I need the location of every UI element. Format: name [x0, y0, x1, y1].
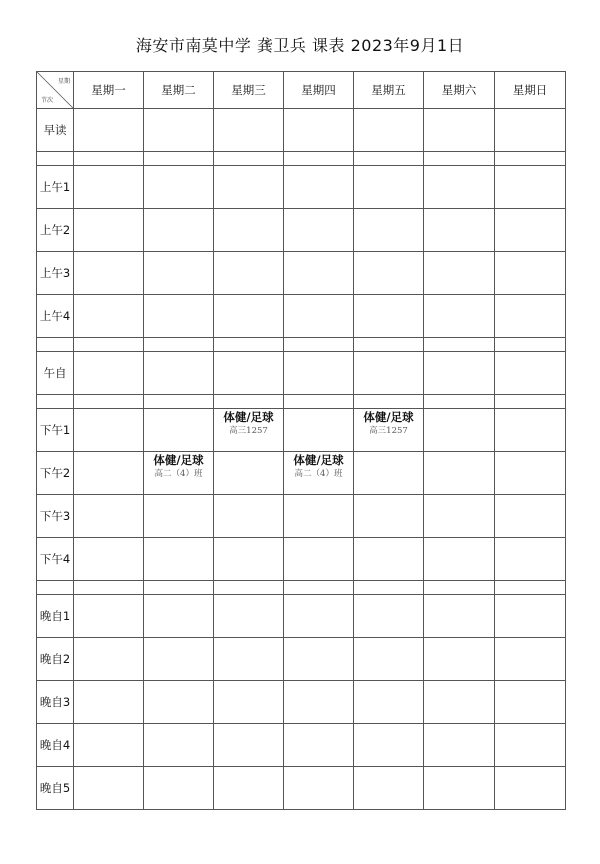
schedule-cell: [284, 452, 354, 495]
schedule-cell: [495, 638, 566, 681]
schedule-cell: [144, 252, 214, 295]
separator-cell: [424, 152, 495, 166]
separator-cell: [214, 581, 284, 595]
course-class: 高二（4）班: [154, 468, 203, 479]
schedule-cell: [424, 495, 495, 538]
separator-cell: [354, 395, 424, 409]
corner-day-label: 星期: [57, 78, 70, 85]
schedule-cell: [354, 109, 424, 152]
schedule-cell: [495, 495, 566, 538]
day-header-tue: 星期二: [144, 72, 214, 109]
course-subject: 体健/足球: [223, 409, 274, 424]
schedule-cell: [354, 409, 424, 452]
period-row: [37, 295, 566, 338]
period-label: 晚自5: [37, 767, 74, 810]
period-label: 晚自3: [37, 681, 74, 724]
corner-cell: [37, 72, 74, 109]
schedule-cell: [354, 295, 424, 338]
schedule-cell: [354, 209, 424, 252]
schedule-cell: [74, 681, 144, 724]
period-row: [37, 109, 566, 152]
schedule-cell: [284, 109, 354, 152]
separator-cell: [37, 581, 74, 595]
period-row: [37, 595, 566, 638]
separator-cell: [284, 581, 354, 595]
schedule-cell: [74, 209, 144, 252]
schedule-cell: [214, 352, 284, 395]
schedule-cell: [144, 495, 214, 538]
schedule-cell: [214, 452, 284, 495]
separator-cell: [354, 152, 424, 166]
schedule-cell: [74, 109, 144, 152]
schedule-cell: [214, 638, 284, 681]
schedule-cell: [424, 295, 495, 338]
period-row: [37, 538, 566, 581]
schedule-cell: [495, 352, 566, 395]
schedule-cell: [74, 352, 144, 395]
schedule-cell: [214, 724, 284, 767]
separator-row: [37, 152, 566, 166]
period-row: [37, 252, 566, 295]
period-label: 下午3: [37, 495, 74, 538]
period-label: 上午2: [37, 209, 74, 252]
schedule-cell: [144, 409, 214, 452]
schedule-cell: [424, 409, 495, 452]
schedule-cell: [144, 595, 214, 638]
schedule-cell: [495, 295, 566, 338]
separator-cell: [424, 338, 495, 352]
schedule-cell: [354, 538, 424, 581]
schedule-cell: [424, 638, 495, 681]
corner-period-label: 节次: [41, 97, 54, 104]
schedule-cell: [74, 495, 144, 538]
schedule-cell: [214, 538, 284, 581]
schedule-cell: [284, 767, 354, 810]
separator-cell: [354, 581, 424, 595]
schedule-cell: [284, 166, 354, 209]
schedule-cell: [424, 724, 495, 767]
separator-cell: [74, 338, 144, 352]
schedule-cell: [424, 352, 495, 395]
period-label: 下午4: [37, 538, 74, 581]
period-label: 晚自2: [37, 638, 74, 681]
schedule-cell: [424, 452, 495, 495]
schedule-cell: [354, 724, 424, 767]
period-label: 晚自4: [37, 724, 74, 767]
schedule-cell: [214, 252, 284, 295]
schedule-cell: [424, 595, 495, 638]
separator-cell: [354, 338, 424, 352]
separator-cell: [214, 395, 284, 409]
separator-cell: [495, 338, 566, 352]
schedule-cell: [144, 538, 214, 581]
period-label: 下午2: [37, 452, 74, 495]
period-row: [37, 495, 566, 538]
schedule-cell: [495, 109, 566, 152]
schedule-cell: [214, 109, 284, 152]
schedule-cell: [74, 409, 144, 452]
separator-cell: [424, 395, 495, 409]
schedule-cell: [284, 209, 354, 252]
schedule-cell: [284, 252, 354, 295]
schedule-cell: [424, 252, 495, 295]
period-label: 午自: [37, 352, 74, 395]
day-header-mon: 星期一: [74, 72, 144, 109]
schedule-cell: [74, 638, 144, 681]
schedule-cell: [495, 595, 566, 638]
separator-cell: [37, 152, 74, 166]
schedule-cell: [214, 166, 284, 209]
schedule-cell: [284, 724, 354, 767]
schedule-cell: [284, 295, 354, 338]
schedule-cell: [495, 209, 566, 252]
schedule-cell: [284, 352, 354, 395]
schedule-cell: [424, 166, 495, 209]
schedule-cell: [144, 109, 214, 152]
schedule-cell: [284, 681, 354, 724]
period-label: 上午3: [37, 252, 74, 295]
schedule-cell: [74, 595, 144, 638]
schedule-cell: [284, 638, 354, 681]
schedule-cell: [495, 538, 566, 581]
page-title: 海安市南莫中学 龚卫兵 课表 2023年9月1日: [135, 36, 465, 55]
schedule-cell: [214, 595, 284, 638]
schedule-cell: [214, 495, 284, 538]
schedule-cell: [74, 724, 144, 767]
separator-row: [37, 581, 566, 595]
schedule-cell: [354, 767, 424, 810]
separator-cell: [284, 395, 354, 409]
separator-cell: [495, 152, 566, 166]
schedule-cell: [424, 109, 495, 152]
schedule-cell: [144, 767, 214, 810]
schedule-cell: [354, 452, 424, 495]
period-row: [37, 452, 566, 495]
schedule-cell: [74, 295, 144, 338]
schedule-cell: [144, 166, 214, 209]
schedule-cell: [495, 724, 566, 767]
separator-cell: [495, 581, 566, 595]
period-label: 下午1: [37, 409, 74, 452]
schedule-cell: [354, 352, 424, 395]
separator-cell: [424, 581, 495, 595]
course-subject: 体健/足球: [293, 452, 344, 467]
schedule-cell: [354, 166, 424, 209]
schedule-cell: [424, 681, 495, 724]
schedule-cell: [214, 295, 284, 338]
schedule-cell: [74, 166, 144, 209]
schedule-cell: [495, 452, 566, 495]
schedule-cell: [354, 252, 424, 295]
schedule-cell: [354, 638, 424, 681]
separator-cell: [214, 152, 284, 166]
schedule-cell: [214, 767, 284, 810]
period-label: 上午4: [37, 295, 74, 338]
day-header-fri: 星期五: [354, 72, 424, 109]
schedule-cell: [495, 252, 566, 295]
day-header-sun: 星期日: [495, 72, 566, 109]
separator-cell: [74, 395, 144, 409]
schedule-cell: [495, 681, 566, 724]
schedule-cell: [284, 538, 354, 581]
schedule-cell: [354, 681, 424, 724]
schedule-cell: [495, 767, 566, 810]
course-class: 高三1257: [369, 425, 408, 436]
schedule-cell: [495, 166, 566, 209]
schedule-cell: [144, 638, 214, 681]
separator-cell: [144, 395, 214, 409]
separator-cell: [144, 581, 214, 595]
course-class: 高三1257: [229, 425, 268, 436]
schedule-cell: [144, 724, 214, 767]
schedule-cell: [284, 595, 354, 638]
course-class: 高二（4）班: [294, 468, 343, 479]
schedule-cell: [144, 681, 214, 724]
schedule-cell: [74, 767, 144, 810]
schedule-cell: [144, 295, 214, 338]
schedule-cell: [144, 352, 214, 395]
day-header-thu: 星期四: [284, 72, 354, 109]
schedule-cell: [214, 681, 284, 724]
schedule-cell: [284, 495, 354, 538]
timetable: [36, 71, 566, 810]
schedule-cell: [214, 409, 284, 452]
period-label: 晚自1: [37, 595, 74, 638]
schedule-cell: [214, 209, 284, 252]
day-header-wed: 星期三: [214, 72, 284, 109]
schedule-cell: [424, 209, 495, 252]
schedule-cell: [144, 452, 214, 495]
period-row: [37, 166, 566, 209]
schedule-cell: [354, 595, 424, 638]
separator-row: [37, 395, 566, 409]
period-row: [37, 409, 566, 452]
timetable-body: [37, 109, 566, 810]
separator-cell: [284, 152, 354, 166]
period-label: 早读: [37, 109, 74, 152]
period-row: [37, 767, 566, 810]
day-header-sat: 星期六: [424, 72, 495, 109]
separator-cell: [74, 581, 144, 595]
schedule-cell: [74, 252, 144, 295]
course-subject: 体健/足球: [153, 452, 204, 467]
schedule-cell: [284, 409, 354, 452]
separator-cell: [144, 152, 214, 166]
separator-cell: [74, 152, 144, 166]
period-row: [37, 724, 566, 767]
separator-cell: [284, 338, 354, 352]
period-row: [37, 352, 566, 395]
separator-cell: [495, 395, 566, 409]
schedule-cell: [354, 495, 424, 538]
separator-cell: [37, 338, 74, 352]
schedule-cell: [495, 409, 566, 452]
separator-cell: [37, 395, 74, 409]
period-row: [37, 681, 566, 724]
separator-cell: [144, 338, 214, 352]
schedule-cell: [424, 538, 495, 581]
course-subject: 体健/足球: [363, 409, 414, 424]
separator-row: [37, 338, 566, 352]
schedule-cell: [74, 538, 144, 581]
period-row: [37, 209, 566, 252]
schedule-cell: [74, 452, 144, 495]
period-label: 上午1: [37, 166, 74, 209]
header-row: [37, 72, 566, 109]
schedule-cell: [424, 767, 495, 810]
separator-cell: [214, 338, 284, 352]
period-row: [37, 638, 566, 681]
schedule-cell: [144, 209, 214, 252]
